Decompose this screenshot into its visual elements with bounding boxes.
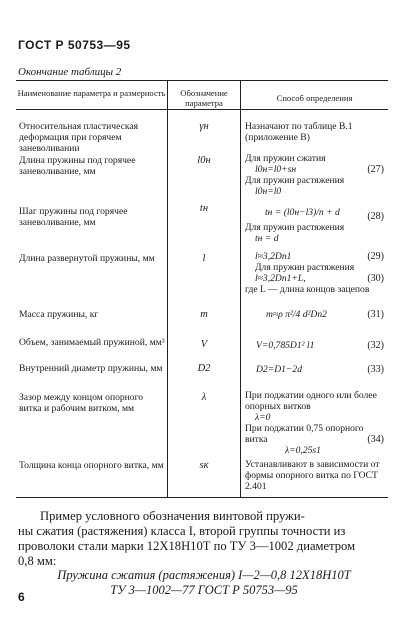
row-symbol: tн <box>199 203 209 214</box>
row-method: Назначают по таблице В.1 (приложение В) <box>245 121 353 143</box>
column-header-name: Наименование параметра и размерность <box>17 88 166 98</box>
row-method: m≈ρ π²/4 d²Dn2 <box>266 309 327 320</box>
row-method: D2=D1−2d <box>256 364 302 375</box>
equation-number: (29) <box>367 251 384 262</box>
equation-number: (27) <box>367 164 384 175</box>
row-symbol: l <box>202 253 206 264</box>
equation-number: (33) <box>367 364 384 375</box>
row-method: V=0,785D1² l1 <box>256 340 315 351</box>
row-method: l≈3,2Dn1 Для пружин растяжения l≈3,2Dn1+L, где L — длина концов зацепов <box>245 251 370 295</box>
example-line: Пример условного обозначения винтовой пружи- <box>40 509 305 523</box>
row-symbol: γн <box>199 121 209 132</box>
equation-number: (31) <box>367 309 384 320</box>
row-method: Устанавливают в зависимости от формы опорного витка по ГОСТ 2.401 <box>245 459 380 492</box>
row-method: При поджатии одного или более опорных витков λ=0 При поджатии 0,75 опорного витка λ=0,25s1 <box>245 390 377 456</box>
example-line: 0,8 мм: <box>18 554 57 568</box>
example-designation: Пружина сжатия (растяжения) I—2—0,8 12Х18Н10Т <box>57 568 351 582</box>
row-symbol: D2 <box>197 363 211 374</box>
equation-number: (32) <box>367 340 384 351</box>
table-continuation-label: Окончание таблицы 2 <box>18 66 122 78</box>
page-number: 6 <box>18 590 25 604</box>
example-designation: ТУ 3—1002—77 ГОСТ Р 50753—95 <box>110 583 298 597</box>
row-method: tн = (l0н−l3)/n + d Для пружин растяжения tн = d <box>245 207 345 244</box>
example-line: проволоки стали марки 12Х18Н10Т по ТУ 3—1002 диаметром <box>18 539 356 553</box>
row-name: Масса пружины, кг <box>19 309 99 320</box>
row-name: Толщина конца опорного витка, мм <box>19 460 164 471</box>
row-symbol: l0н <box>197 155 211 166</box>
equation-number: (28) <box>367 211 384 222</box>
row-method: Для пружин сжатия l0н=l0+sн Для пружин растяжения l0н=l0 <box>245 153 345 197</box>
row-name: Относительная пластическая деформация при горячем заневоливании <box>19 121 139 154</box>
row-symbol: m <box>200 309 208 320</box>
row-symbol: λ <box>201 392 207 403</box>
row-name: Внутренний диаметр пружины, мм <box>19 363 163 374</box>
column-header-symbol: Обозначение параметра <box>180 88 228 108</box>
row-name: Объем, занимаемый пружиной, мм³ <box>19 337 165 348</box>
equation-number: (30) <box>367 273 384 284</box>
row-name: Длина развернутой пружины, мм <box>19 253 155 264</box>
row-name: Зазор между концом опорного витка и рабочим витком, мм <box>19 392 144 414</box>
row-name: Шаг пружины под горячее заневоливание, мм <box>19 206 128 228</box>
example-line: ны сжатия (растяжения) класса I, второй группы точности из <box>18 524 346 538</box>
column-header-method: Способ определения <box>276 93 353 103</box>
equation-number: (34) <box>367 434 384 445</box>
standard-header: ГОСТ Р 50753—95 <box>18 38 131 52</box>
parameters-table <box>16 80 388 498</box>
row-name: Длина пружины под горячее заневоливание, мм <box>19 155 136 177</box>
row-symbol: sк <box>199 460 209 471</box>
row-symbol: V <box>200 339 208 350</box>
